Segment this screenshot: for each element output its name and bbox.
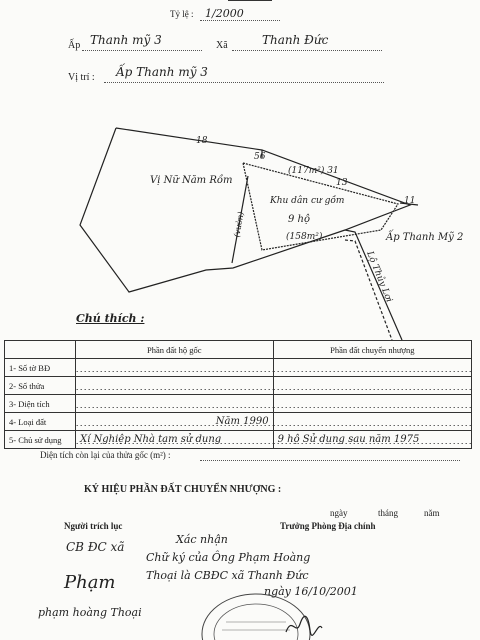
edge-post-label: 11 <box>404 196 416 206</box>
row-label: 2- Số thửa <box>5 377 76 395</box>
table-row <box>5 395 472 413</box>
date-month-label: tháng <box>378 508 398 518</box>
row-label: 3- Diện tích <box>5 395 76 413</box>
date-day-label: ngày <box>330 508 348 518</box>
road-label: Lộ Thủy Lợi <box>364 250 394 304</box>
row-original: Năm 1990 <box>76 413 274 431</box>
right-signature-icon <box>284 610 324 638</box>
row-original <box>76 377 274 395</box>
table-row <box>5 377 472 395</box>
commune-value: Thanh Đức <box>262 33 329 47</box>
table-row <box>5 413 472 431</box>
residential-count: 9 hộ <box>288 214 311 225</box>
edge-right-length-b: (117m²) 31 <box>288 166 339 176</box>
legend-col-original: Phần đất hộ gốc <box>76 341 274 359</box>
legend-table <box>4 340 472 449</box>
location-value: Ấp Thanh mỹ 3 <box>116 65 208 79</box>
hamlet-value: Thanh mỹ 3 <box>90 33 162 47</box>
row-transfer <box>273 377 471 395</box>
symbol-box <box>292 481 304 493</box>
row-original <box>76 395 274 413</box>
row-label: 5- Chủ sử dụng <box>5 431 76 449</box>
table-row <box>5 359 472 377</box>
legend-header-blank <box>5 341 76 359</box>
left-signature-title: Người trích lục <box>64 521 123 531</box>
parcel-owner-label: Vị Nữ Năm Rồm <box>150 175 233 186</box>
left-hand-role: CB ĐC xã <box>66 540 125 554</box>
row-transfer <box>273 359 471 377</box>
edge-top-length: 18 <box>196 136 208 146</box>
neighbor-hamlet-label: Ấp Thanh Mỹ 2 <box>386 232 464 243</box>
road-left <box>345 230 402 340</box>
date-year-label: năm <box>424 508 440 518</box>
legend-col-transfer: Phần đất chuyển nhượng <box>273 341 471 359</box>
row-original: Xí Nghiệp Nhà tạm sử dụng <box>76 431 274 449</box>
remaining-area-dots <box>200 460 460 461</box>
left-signer-name: phạm hoàng Thoại <box>38 606 142 619</box>
row-transfer <box>273 413 471 431</box>
commune-label: Xã <box>216 40 228 51</box>
row-original <box>76 359 274 377</box>
location-label: Vị trí : <box>68 72 95 83</box>
legend-title: Chú thích : <box>76 312 145 325</box>
hamlet-label: Ấp <box>68 40 81 51</box>
garden-label: (vườn) <box>232 210 246 239</box>
remaining-area-label: Diện tích còn lại của thửa gốc (m²) : <box>40 450 171 460</box>
middle-hand-1: Xác nhận <box>176 533 228 546</box>
scale-value: 1/2000 <box>205 7 244 20</box>
middle-hand-2: Chữ ký của Ông Phạm Hoàng <box>146 551 311 564</box>
edge-right-length-c: 13 <box>336 178 348 188</box>
scale-label: Tỷ lệ : <box>170 9 194 19</box>
right-signature-title: Trưởng Phòng Địa chính <box>280 521 376 531</box>
left-signature: Phạm <box>64 572 116 593</box>
symbol-title: KÝ HIỆU PHẦN ĐẤT CHUYỂN NHƯỢNG : <box>84 484 282 495</box>
parcel-boundary <box>80 128 410 292</box>
residential-area: (158m²) <box>286 232 323 242</box>
row-transfer: 9 hộ Sử dụng sau năm 1975 <box>273 431 471 449</box>
table-row <box>5 431 472 449</box>
row-transfer <box>273 395 471 413</box>
residential-label: Khu dân cư gồm <box>270 196 345 206</box>
row-label: 1- Số tờ BĐ <box>5 359 76 377</box>
row-label: 4- Loại đất <box>5 413 76 431</box>
edge-right-length-a: 56 <box>254 152 266 162</box>
middle-hand-4: ngày 16/10/2001 <box>264 585 358 598</box>
middle-hand-3: Thoại là CBĐC xã Thanh Đức <box>146 569 309 582</box>
